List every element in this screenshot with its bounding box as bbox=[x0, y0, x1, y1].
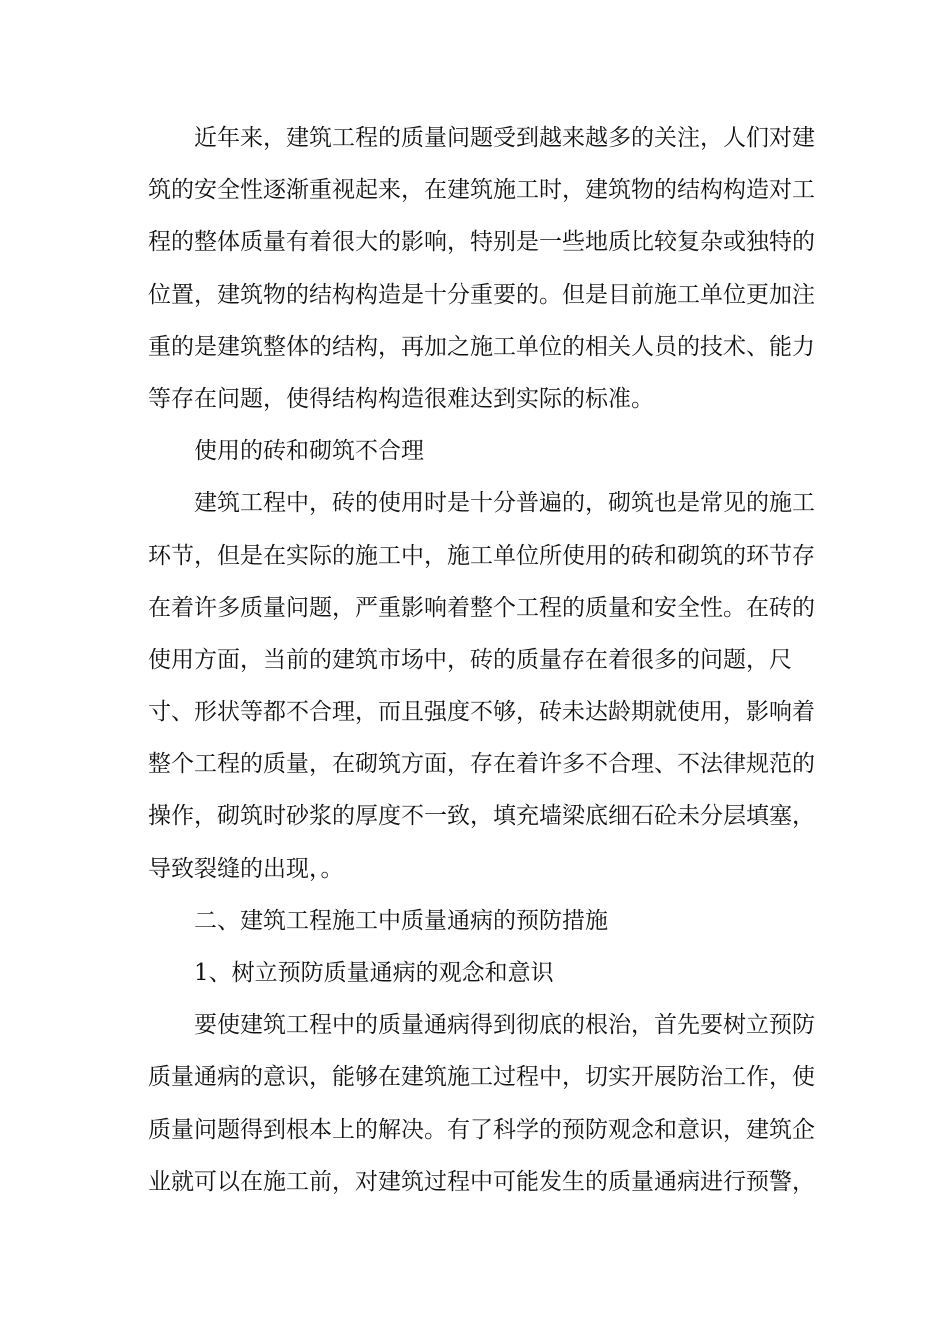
text-line: 建筑工程中，砖的使用时是十分普遍的，砌筑也是常见的施工 bbox=[194, 490, 815, 517]
text-line: 重的是建筑整体的结构，再加之施工单位的相关人员的技术、能力 bbox=[148, 333, 815, 360]
subsection-heading: 1、树立预防质量通病的观念和意识 bbox=[194, 960, 554, 986]
text-line: 近年来，建筑工程的质量问题受到越来越多的关注，人们对建 bbox=[194, 125, 815, 151]
text-line: 要使建筑工程中的质量通病得到彻底的根治，首先要树立预防 bbox=[194, 1012, 815, 1039]
section-heading: 使用的砖和砌筑不合理 bbox=[194, 438, 424, 465]
text-line: 在着许多质量问题，严重影响着整个工程的质量和安全性。在砖的 bbox=[148, 594, 815, 621]
text-line: 导致裂缝的出现，。 bbox=[148, 855, 344, 882]
text-line: 环节，但是在实际的施工中，施工单位所使用的砖和砌筑的环节存 bbox=[148, 542, 815, 569]
text-line: 程的整体质量有着很大的影响，特别是一些地质比较复杂或独特的 bbox=[148, 229, 815, 256]
document-body bbox=[148, 112, 815, 1208]
text-line: 使用方面，当前的建筑市场中，砖的质量存在着很多的问题，尺 bbox=[148, 646, 792, 673]
text-line: 等存在问题，使得结构构造很难达到实际的标准。 bbox=[148, 385, 654, 412]
text-line: 操作，砌筑时砂浆的厚度不一致，填充墙梁底细石砼未分层填塞， bbox=[148, 803, 815, 830]
text-line: 位置，建筑物的结构构造是十分重要的。但是目前施工单位更加注 bbox=[148, 281, 815, 308]
text-line: 质量通病的意识，能够在建筑施工过程中，切实开展防治工作，使 bbox=[148, 1064, 815, 1091]
text-line: 寸、形状等都不合理，而且强度不够，砖未达龄期就使用，影响着 bbox=[148, 699, 815, 726]
text-line: 整个工程的质量，在砌筑方面，存在着许多不合理、不法律规范的 bbox=[148, 751, 815, 778]
text-line: 质量问题得到根本上的解决。有了科学的预防观念和意识，建筑企 bbox=[148, 1116, 815, 1143]
section-heading: 二、建筑工程施工中质量通病的预防措施 bbox=[194, 907, 608, 934]
text-line: 筑的安全性逐渐重视起来，在建筑施工时，建筑物的结构构造对工 bbox=[148, 177, 815, 204]
text-line: 业就可以在施工前，对建筑过程中可能发生的质量通病进行预警， bbox=[148, 1168, 815, 1195]
